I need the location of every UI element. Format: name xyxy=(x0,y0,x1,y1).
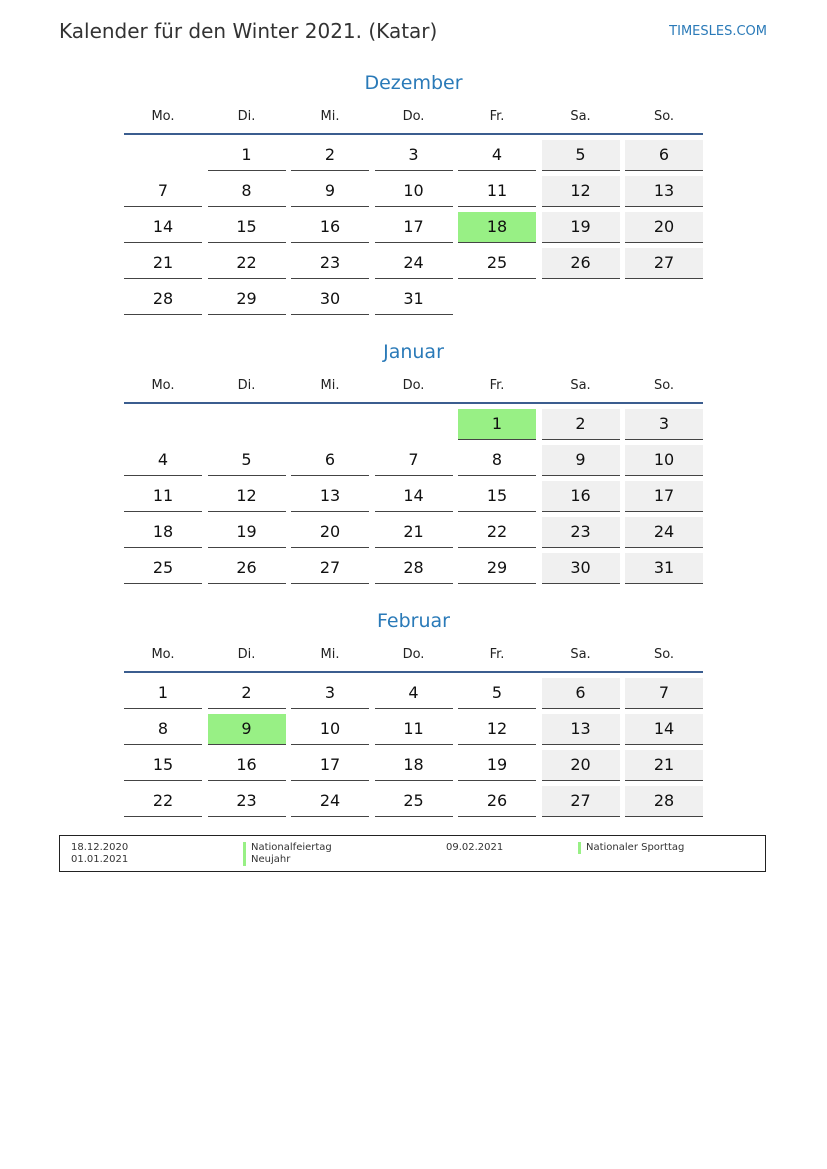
day-cell[interactable]: 12 xyxy=(542,176,620,207)
day-cell[interactable]: 15 xyxy=(458,481,536,512)
weekday-label: So. xyxy=(653,647,675,662)
weekday-header xyxy=(124,639,703,671)
day-cell[interactable]: 10 xyxy=(625,445,703,476)
month-block xyxy=(124,607,703,822)
day-cell[interactable]: 13 xyxy=(542,714,620,745)
week-row xyxy=(124,284,703,315)
day-cell[interactable]: 7 xyxy=(124,176,202,207)
day-cell[interactable]: 24 xyxy=(375,248,453,279)
page-title: Kalender für den Winter 2021. (Katar) xyxy=(59,19,438,43)
empty-cell xyxy=(542,284,620,315)
day-cell[interactable]: 13 xyxy=(291,481,369,512)
day-cell[interactable]: 24 xyxy=(625,517,703,548)
weekday-label: Fr. xyxy=(489,109,505,124)
header-divider xyxy=(124,402,703,404)
week-row xyxy=(124,714,703,745)
day-cell[interactable]: 27 xyxy=(542,786,620,817)
day-cell[interactable]: 17 xyxy=(625,481,703,512)
weekday-label: Fr. xyxy=(489,378,505,393)
day-grid xyxy=(124,678,703,817)
day-cell[interactable]: 31 xyxy=(375,284,453,315)
legend-date: 01.01.2021 xyxy=(71,854,129,865)
header-divider xyxy=(124,671,703,673)
week-row xyxy=(124,248,703,279)
weekday-header xyxy=(124,101,703,133)
day-cell[interactable]: 23 xyxy=(208,786,286,817)
day-cell[interactable]: 8 xyxy=(124,714,202,745)
holiday-legend xyxy=(59,835,766,872)
day-cell[interactable]: 17 xyxy=(291,750,369,781)
day-cell[interactable]: 7 xyxy=(625,678,703,709)
day-cell[interactable]: 4 xyxy=(458,140,536,171)
day-cell[interactable]: 20 xyxy=(625,212,703,243)
empty-cell xyxy=(625,284,703,315)
day-cell[interactable]: 11 xyxy=(124,481,202,512)
legend-holiday-name: Neujahr xyxy=(251,854,291,865)
day-cell[interactable]: 23 xyxy=(291,248,369,279)
week-row xyxy=(124,212,703,243)
weekday-label: Mi. xyxy=(320,647,340,662)
month-block xyxy=(124,69,703,320)
empty-cell xyxy=(291,409,369,440)
day-cell[interactable]: 2 xyxy=(291,140,369,171)
week-row xyxy=(124,750,703,781)
weekday-label: Fr. xyxy=(489,647,505,662)
day-cell[interactable]: 19 xyxy=(208,517,286,548)
weekday-header xyxy=(124,370,703,402)
site-link[interactable]: TIMESLES.COM xyxy=(669,24,767,39)
day-cell[interactable]: 24 xyxy=(291,786,369,817)
day-cell[interactable]: 15 xyxy=(124,750,202,781)
day-cell[interactable]: 10 xyxy=(375,176,453,207)
day-cell[interactable]: 21 xyxy=(625,750,703,781)
day-cell[interactable]: 12 xyxy=(208,481,286,512)
day-cell[interactable]: 9 xyxy=(291,176,369,207)
week-row xyxy=(124,553,703,584)
holiday-day-cell[interactable]: 1 xyxy=(458,409,536,440)
day-cell[interactable]: 3 xyxy=(375,140,453,171)
legend-date: 18.12.2020 xyxy=(71,842,129,853)
day-cell[interactable]: 21 xyxy=(124,248,202,279)
day-cell[interactable]: 29 xyxy=(208,284,286,315)
day-cell[interactable]: 22 xyxy=(124,786,202,817)
day-grid xyxy=(124,140,703,315)
day-cell[interactable]: 6 xyxy=(542,678,620,709)
day-cell[interactable]: 3 xyxy=(291,678,369,709)
day-cell[interactable]: 16 xyxy=(208,750,286,781)
day-cell[interactable]: 14 xyxy=(124,212,202,243)
day-cell[interactable]: 23 xyxy=(542,517,620,548)
day-cell[interactable]: 5 xyxy=(458,678,536,709)
day-cell[interactable]: 26 xyxy=(542,248,620,279)
week-row xyxy=(124,786,703,817)
day-cell[interactable]: 13 xyxy=(625,176,703,207)
week-row xyxy=(124,140,703,171)
day-cell[interactable]: 27 xyxy=(291,553,369,584)
weekday-label: Di. xyxy=(237,378,256,393)
day-cell[interactable]: 7 xyxy=(375,445,453,476)
holiday-marker-icon xyxy=(243,854,246,866)
day-cell[interactable]: 11 xyxy=(458,176,536,207)
week-row xyxy=(124,409,703,440)
day-grid xyxy=(124,409,703,584)
weekday-label: Mo. xyxy=(151,378,175,393)
day-cell[interactable]: 22 xyxy=(458,517,536,548)
month-name: Februar xyxy=(377,610,450,632)
weekday-label: Sa. xyxy=(570,378,591,393)
day-cell[interactable]: 26 xyxy=(208,553,286,584)
holiday-day-cell[interactable]: 9 xyxy=(208,714,286,745)
day-cell[interactable]: 5 xyxy=(208,445,286,476)
day-cell[interactable]: 16 xyxy=(291,212,369,243)
holiday-marker-icon xyxy=(243,842,246,854)
day-cell[interactable]: 14 xyxy=(625,714,703,745)
week-row xyxy=(124,481,703,512)
legend-holiday-name: Nationaler Sporttag xyxy=(586,842,685,853)
holiday-day-cell[interactable]: 18 xyxy=(458,212,536,243)
day-cell[interactable]: 27 xyxy=(625,248,703,279)
empty-cell xyxy=(458,284,536,315)
day-cell[interactable]: 6 xyxy=(291,445,369,476)
day-cell[interactable]: 14 xyxy=(375,481,453,512)
weekday-label: Mi. xyxy=(320,378,340,393)
day-cell[interactable]: 16 xyxy=(542,481,620,512)
weekday-label: Mo. xyxy=(151,109,175,124)
weekday-label: Di. xyxy=(237,109,256,124)
day-cell[interactable]: 26 xyxy=(458,786,536,817)
day-cell[interactable]: 30 xyxy=(291,284,369,315)
day-cell[interactable]: 22 xyxy=(208,248,286,279)
weekday-label: So. xyxy=(653,109,675,124)
month-name: Dezember xyxy=(364,72,463,94)
day-cell[interactable]: 25 xyxy=(375,786,453,817)
day-cell[interactable]: 11 xyxy=(375,714,453,745)
day-cell[interactable]: 15 xyxy=(208,212,286,243)
weekday-label: So. xyxy=(653,378,675,393)
day-cell[interactable]: 6 xyxy=(625,140,703,171)
day-cell[interactable]: 28 xyxy=(375,553,453,584)
weekday-label: Do. xyxy=(402,647,425,662)
empty-cell xyxy=(124,409,202,440)
day-cell[interactable]: 28 xyxy=(124,284,202,315)
day-cell[interactable]: 18 xyxy=(375,750,453,781)
day-cell[interactable]: 25 xyxy=(124,553,202,584)
weekday-label: Do. xyxy=(402,109,425,124)
weekday-label: Sa. xyxy=(570,647,591,662)
weekday-label: Do. xyxy=(402,378,425,393)
day-cell[interactable]: 1 xyxy=(208,140,286,171)
day-cell[interactable]: 31 xyxy=(625,553,703,584)
day-cell[interactable]: 20 xyxy=(542,750,620,781)
day-cell[interactable]: 30 xyxy=(542,553,620,584)
day-cell[interactable]: 2 xyxy=(542,409,620,440)
day-cell[interactable]: 29 xyxy=(458,553,536,584)
empty-cell xyxy=(375,409,453,440)
week-row xyxy=(124,445,703,476)
month-name: Januar xyxy=(383,341,444,363)
day-cell[interactable]: 19 xyxy=(458,750,536,781)
holiday-marker-icon xyxy=(578,842,581,854)
day-cell[interactable]: 5 xyxy=(542,140,620,171)
day-cell[interactable]: 9 xyxy=(542,445,620,476)
empty-cell xyxy=(124,140,202,171)
day-cell[interactable]: 25 xyxy=(458,248,536,279)
weekday-label: Di. xyxy=(237,647,256,662)
day-cell[interactable]: 18 xyxy=(124,517,202,548)
day-cell[interactable]: 8 xyxy=(458,445,536,476)
header-divider xyxy=(124,133,703,135)
legend-date: 09.02.2021 xyxy=(446,842,504,853)
day-cell[interactable]: 4 xyxy=(375,678,453,709)
empty-cell xyxy=(208,409,286,440)
weekday-label: Mo. xyxy=(151,647,175,662)
day-cell[interactable]: 21 xyxy=(375,517,453,548)
day-cell[interactable]: 8 xyxy=(208,176,286,207)
day-cell[interactable]: 2 xyxy=(208,678,286,709)
week-row xyxy=(124,678,703,709)
day-cell[interactable]: 4 xyxy=(124,445,202,476)
day-cell[interactable]: 3 xyxy=(625,409,703,440)
day-cell[interactable]: 28 xyxy=(625,786,703,817)
legend-holiday-name: Nationalfeiertag xyxy=(251,842,332,853)
weekday-label: Mi. xyxy=(320,109,340,124)
week-row xyxy=(124,176,703,207)
day-cell[interactable]: 19 xyxy=(542,212,620,243)
day-cell[interactable]: 20 xyxy=(291,517,369,548)
day-cell[interactable]: 10 xyxy=(291,714,369,745)
weekday-label: Sa. xyxy=(570,109,591,124)
day-cell[interactable]: 1 xyxy=(124,678,202,709)
day-cell[interactable]: 17 xyxy=(375,212,453,243)
month-block xyxy=(124,338,703,589)
day-cell[interactable]: 12 xyxy=(458,714,536,745)
week-row xyxy=(124,517,703,548)
